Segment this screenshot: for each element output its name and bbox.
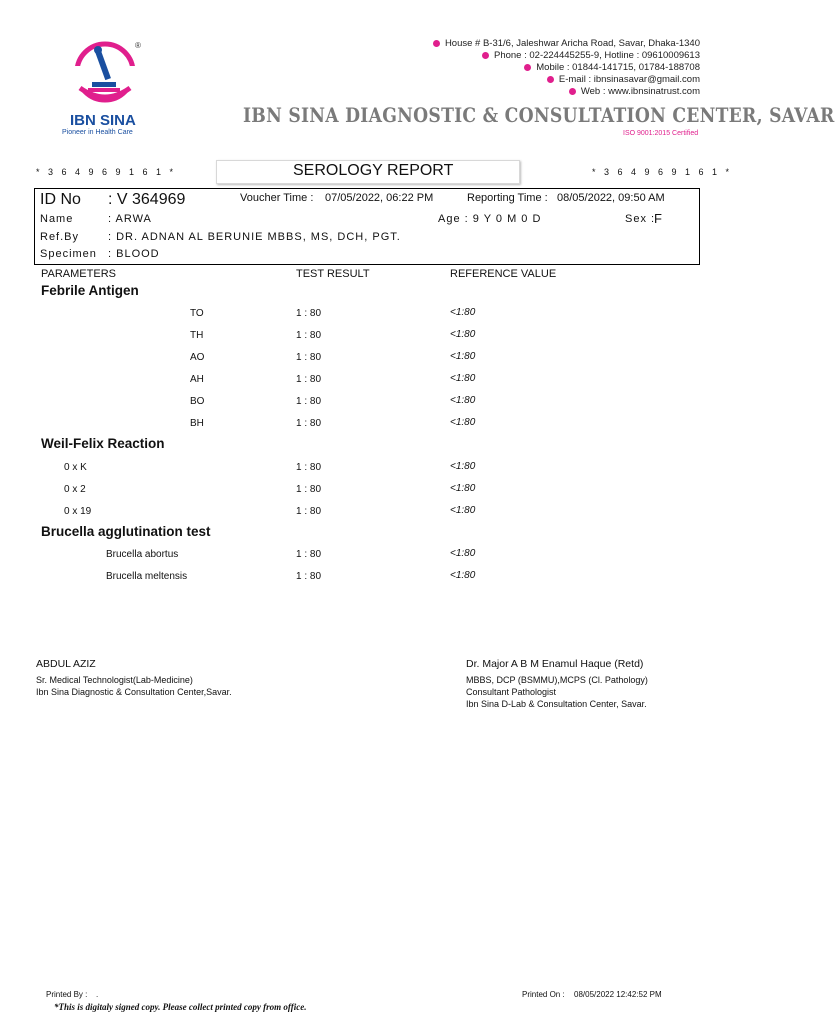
param-reference: <1:80 bbox=[450, 505, 476, 516]
param-result: 1 : 80 bbox=[296, 396, 322, 407]
bullet-icon bbox=[569, 88, 576, 95]
param-result: 1 : 80 bbox=[296, 330, 322, 341]
param-result: 1 : 80 bbox=[296, 352, 322, 363]
report-title: SEROLOGY REPORT bbox=[293, 162, 454, 179]
param-name: BO bbox=[190, 396, 205, 407]
param-name: 0 x K bbox=[64, 462, 87, 473]
contact-web: Web : www.ibnsinatrust.com bbox=[433, 86, 700, 98]
printed-by-label: Printed By : bbox=[46, 990, 88, 999]
refby-value: : DR. ADNAN AL BERUNIE MBBS, MS, DCH, PGT. bbox=[108, 231, 401, 243]
id-value: : V 364969 bbox=[108, 191, 186, 208]
param-reference: <1:80 bbox=[450, 570, 476, 581]
param-result: 1 : 80 bbox=[296, 418, 322, 429]
barcode-left: * 3 6 4 9 6 9 1 6 1 * bbox=[36, 167, 177, 177]
reporting-label: Reporting Time : bbox=[467, 192, 548, 204]
param-result: 1 : 80 bbox=[296, 374, 322, 385]
col-parameters: PARAMETERS bbox=[41, 268, 116, 280]
bullet-icon bbox=[433, 40, 440, 47]
signatory-right-degrees: MBBS, DCP (BSMMU),MCPS (Cl. Pathology) bbox=[466, 675, 648, 685]
printed-on-value: 08/05/2022 12:42:52 PM bbox=[574, 990, 662, 999]
param-result: 1 : 80 bbox=[296, 571, 322, 582]
param-reference: <1:80 bbox=[450, 329, 476, 340]
signatory-left-title: Sr. Medical Technologist(Lab-Medicine) bbox=[36, 675, 193, 685]
id-label: ID No bbox=[40, 191, 81, 208]
param-result: 1 : 80 bbox=[296, 484, 322, 495]
contact-email: E-mail : ibnsinasavar@gmail.com bbox=[433, 74, 700, 86]
param-result: 1 : 80 bbox=[296, 462, 322, 473]
param-reference: <1:80 bbox=[450, 548, 476, 559]
param-reference: <1:80 bbox=[450, 307, 476, 318]
age-value: Age : 9 Y 0 M 0 D bbox=[438, 213, 542, 225]
contact-address: House # B-31/6, Jaleshwar Aricha Road, Savar, Dhaka-1340 bbox=[433, 38, 700, 50]
printed-by-value: . bbox=[96, 990, 99, 999]
contact-block bbox=[433, 38, 700, 98]
section-brucella: Brucella agglutination test bbox=[41, 524, 211, 539]
param-name: 0 x 19 bbox=[64, 506, 92, 517]
signatory-left-name: ABDUL AZIZ bbox=[36, 658, 96, 670]
name-value: : ARWA bbox=[108, 213, 152, 225]
param-result: 1 : 80 bbox=[296, 506, 322, 517]
param-reference: <1:80 bbox=[450, 417, 476, 428]
refby-label: Ref.By bbox=[40, 231, 80, 243]
param-name: Brucella meltensis bbox=[106, 571, 188, 582]
reporting-value: 08/05/2022, 09:50 AM bbox=[557, 192, 665, 204]
specimen-value: : BLOOD bbox=[108, 248, 160, 260]
param-reference: <1:80 bbox=[450, 483, 476, 494]
param-name: 0 x 2 bbox=[64, 484, 86, 495]
name-label: Name bbox=[40, 213, 74, 225]
sex-label: Sex : bbox=[625, 213, 656, 225]
bullet-icon bbox=[482, 52, 489, 59]
param-reference: <1:80 bbox=[450, 395, 476, 406]
contact-phone: Phone : 02-224445255-9, Hotline : 09610009613 bbox=[433, 50, 700, 62]
section-febrile-antigen: Febrile Antigen bbox=[41, 283, 139, 298]
section-weil-felix: Weil-Felix Reaction bbox=[41, 436, 165, 451]
voucher-label: Voucher Time : bbox=[240, 192, 314, 204]
param-reference: <1:80 bbox=[450, 461, 476, 472]
contact-mobile: Mobile : 01844-141715, 01784-188708 bbox=[433, 62, 700, 74]
digital-copy-note: *This is digitaly signed copy. Please collect printed copy from office. bbox=[54, 1002, 307, 1012]
iso-certification: ISO 9001:2015 Certified bbox=[623, 130, 699, 137]
param-name: AO bbox=[190, 352, 205, 363]
param-name: Brucella abortus bbox=[106, 549, 179, 560]
param-reference: <1:80 bbox=[450, 351, 476, 362]
printed-on-label: Printed On : bbox=[522, 990, 565, 999]
param-result: 1 : 80 bbox=[296, 308, 322, 319]
signatory-right-org: Ibn Sina D-Lab & Consultation Center, Savar. bbox=[466, 699, 647, 709]
svg-text:®: ® bbox=[135, 41, 141, 50]
bullet-icon bbox=[524, 64, 531, 71]
specimen-label: Specimen bbox=[40, 248, 97, 260]
param-name: AH bbox=[190, 374, 204, 385]
bullet-icon bbox=[547, 76, 554, 83]
param-result: 1 : 80 bbox=[296, 549, 322, 560]
brand-tagline: Pioneer in Health Care bbox=[62, 129, 133, 136]
signatory-right-title: Consultant Pathologist bbox=[466, 687, 557, 697]
param-name: TO bbox=[190, 308, 204, 319]
param-reference: <1:80 bbox=[450, 373, 476, 384]
signatory-left-org: Ibn Sina Diagnostic & Consultation Center,Savar. bbox=[36, 687, 232, 697]
col-reference: REFERENCE VALUE bbox=[450, 268, 557, 280]
param-name: TH bbox=[190, 330, 204, 341]
signatory-right-name: Dr. Major A B M Enamul Haque (Retd) bbox=[466, 658, 644, 670]
brand-name: IBN SINA bbox=[70, 112, 136, 129]
col-test-result: TEST RESULT bbox=[296, 268, 370, 280]
voucher-value: 07/05/2022, 06:22 PM bbox=[325, 192, 434, 204]
barcode-right: * 3 6 4 9 6 9 1 6 1 * bbox=[592, 167, 733, 177]
center-name: IBN SINA DIAGNOSTIC & CONSULTATION CENTER, SAVAR bbox=[243, 103, 835, 127]
param-name: BH bbox=[190, 418, 204, 429]
sex-value: F bbox=[654, 211, 662, 226]
